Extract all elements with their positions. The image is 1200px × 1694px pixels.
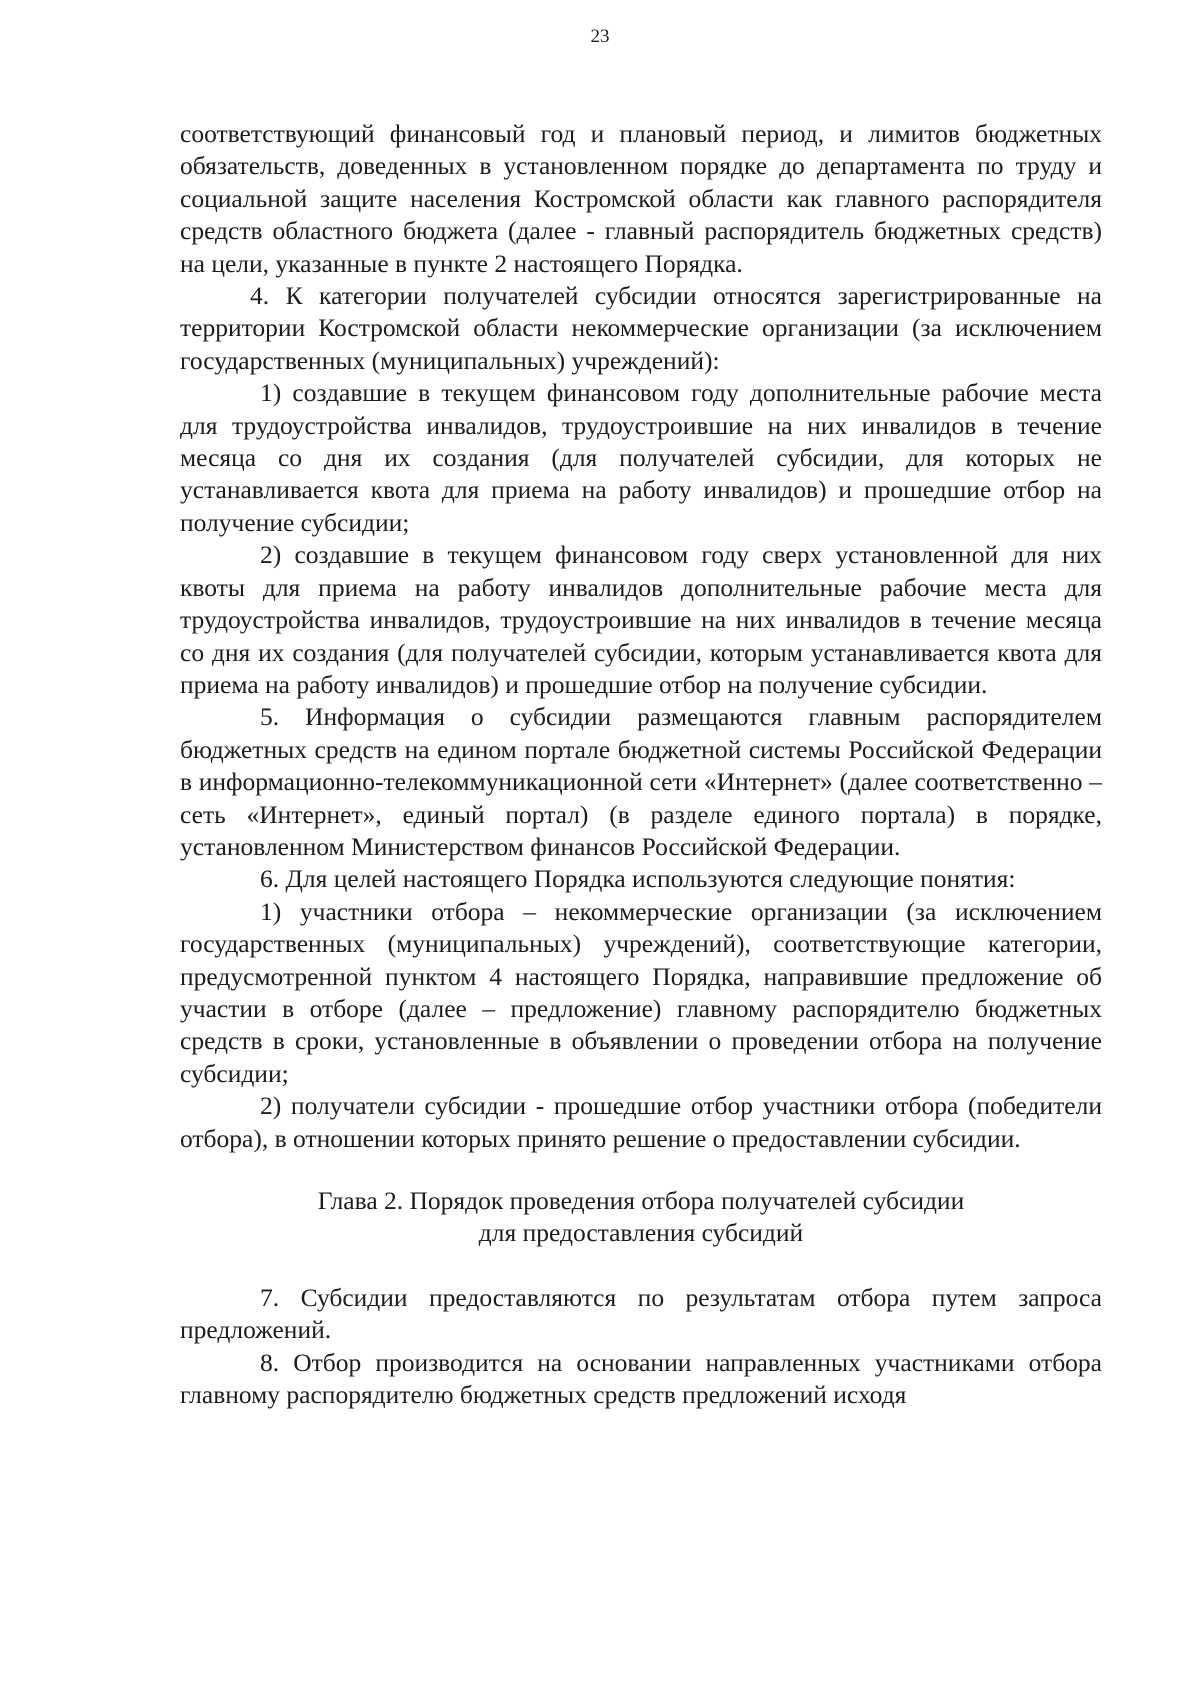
page-number: 23 <box>590 26 610 47</box>
paragraph-5: 5. Информация о субсидии размещаются главным распорядителем бюджетных средств на едином портале бюджетной системы Российской Федерации в информационно-телекоммуникационной сети «Интернет» (далее соответственно – сеть «Интернет», единый портал) (в разделе единого портала) в порядке, установленном Министерством финансов Российской Федерации. <box>180 702 1102 861</box>
paragraph-8: 8. Отбор производится на основании направленных участниками отбора главному распорядителю бюджетных средств предложений исходя <box>180 1347 1102 1410</box>
paragraph-6: 6. Для целей настоящего Порядка используются следующие понятия: <box>260 864 1016 894</box>
paragraph-4-item-2: 2) создавшие в текущем финансовом году сверх установленной для них квоты для приема на работу инвалидов дополнительные рабочие места для трудоустройства инвалидов, трудоустроившие на них инвалидов в течение месяца со дня их создания (для получателей субсидии, которым устанавливается квота для приема на работу инвалидов) и прошедшие отбор на получение субсидии. <box>180 540 1102 699</box>
document-body <box>180 118 1102 1411</box>
chapter-heading-line-2: для предоставления субсидий <box>478 1218 804 1248</box>
paragraph-6-item-2: 2) получатели субсидии - прошедшие отбор участники отбора (победители отбора), в отношении которых принято решение о предоставлении субсидии. <box>180 1091 1102 1153</box>
paragraph-4: 4. К категории получателей субсидии относятся зарегистрированные на территории Костромской области некоммерческие организации (за исключением государственных (муниципальных) учреждений): <box>180 281 1102 375</box>
paragraph-continuation: соответствующий финансовый год и плановый период, и лимитов бюджетных обязательств, доведенных в установленном порядке до департамента по труду и социальной защите населения Костромской области как главного распорядителя средств областного бюджета (далее - главный распорядитель бюджетных средств) на цели, указанные в пункте 2 настоящего Порядка. <box>180 119 1102 278</box>
paragraph-4-item-1: 1) создавшие в текущем финансовом году дополнительные рабочие места для трудоустройства инвалидов, трудоустроившие на них инвалидов в течение месяца со дня их создания (для получателей субсидии, для которых не устанавливается квота для приема на работу инвалидов) и прошедшие отбор на получение субсидии; <box>180 378 1102 537</box>
paragraph-7: 7. Субсидии предоставляются по результатам отбора путем запроса предложений. <box>180 1282 1102 1345</box>
paragraph-6-item-1: 1) участники отбора – некоммерческие организации (за исключением государственных (муниципальных) учреждений), соответствующие категории, предусмотренной пунктом 4 настоящего Порядка, направившие предложение об участии в отборе (далее – предложение) главному распорядителю бюджетных средств в сроки, установленные в объявлении о проведении отбора на получение субсидии; <box>180 896 1102 1088</box>
chapter-heading <box>180 1185 1102 1250</box>
chapter-heading-line-1: Глава 2. Порядок проведения отбора получателей субсидии <box>317 1186 965 1215</box>
